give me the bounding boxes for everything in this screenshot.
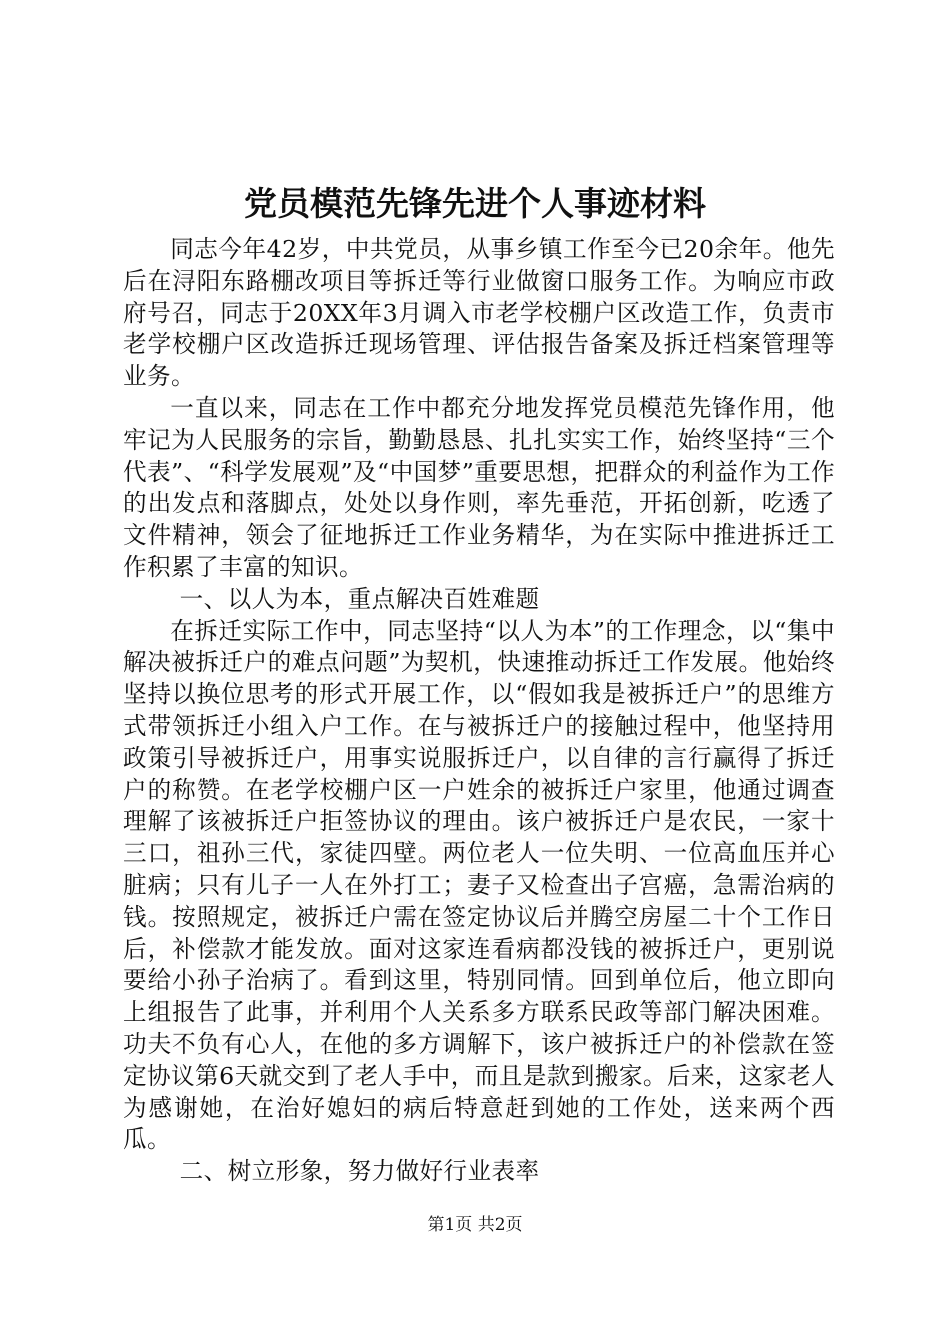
document-body [123,234,835,1188]
paragraph-intro: 同志今年42岁，中共党员，从事乡镇工作至今已20余年。他先后在浔阳东路棚改项目等拆迁等行业做窗口服务工作。为响应市政府号召，同志于20XX年3月调入市老学校棚户区改造工作，负责市老学校棚户区改造拆迁现场管理、评估报告备案及拆迁档案管理等业务。 [123,235,835,391]
section-heading-1: 一、以人为本，重点解决百姓难题 [179,584,540,613]
section-heading-2: 二、树立形象，努力做好行业表率 [179,1157,540,1186]
page-indicator: 第1页 共2页 [427,1215,523,1235]
paragraph-section-1: 在拆迁实际工作中，同志坚持“以人为本”的工作理念，以“集中解决被拆迁户的难点问题”为契机，快速推动拆迁工作发展。他始终坚持以换位思考的形式开展工作，以“假如我是被拆迁户”的思维方式带领拆迁小组入户工作。在与被拆迁户的接触过程中，他坚持用政策引导被拆迁户，用事实说服拆迁户，以自律的言行赢得了拆迁户的称赞。在老学校棚户区一户姓余的被拆迁户家里，他通过调查理解了该被拆迁户拒签协议的理由。该户被拆迁户是农民，一家十三口，祖孙三代，家徒四壁。两位老人一位失明、一位高血压并心脏病；只有儿子一人在外打工；妻子又检查出子宫癌，急需治病的钱。按照规定，被拆迁户需在签定协议后并腾空房屋二十个工作日后，补偿款才能发放。面对这家连看病都没钱的被拆迁户，更别说要给小孙子治病了。看到这里，特别同情。回到单位后，他立即向上组报告了此事，并利用个人关系多方联系民政等部门解决困难。功夫不负有心人，在他的多方调解下，该户被拆迁户的补偿款在签定协议第6天就交到了老人手中，而且是款到搬家。后来，这家老人为感谢她，在治好媳妇的病后特意赶到她的工作处，送来两个西瓜。 [123,616,835,1154]
document-title: 党员模范先锋先进个人事迹材料 [244,184,706,223]
paragraph-role-model: 一直以来，同志在工作中都充分地发挥党员模范先锋作用，他牢记为人民服务的宗旨，勤勤恳恳、扎扎实实工作，始终坚持“三个代表”、“科学发展观”及“中国梦”重要思想，把群众的利益作为工作的出发点和落脚点，处处以身作则，率先垂范，开拓创新，吃透了文件精神，领会了征地拆迁工作业务精华，为在实际中推进拆迁工作积累了丰富的知识。 [123,393,835,581]
